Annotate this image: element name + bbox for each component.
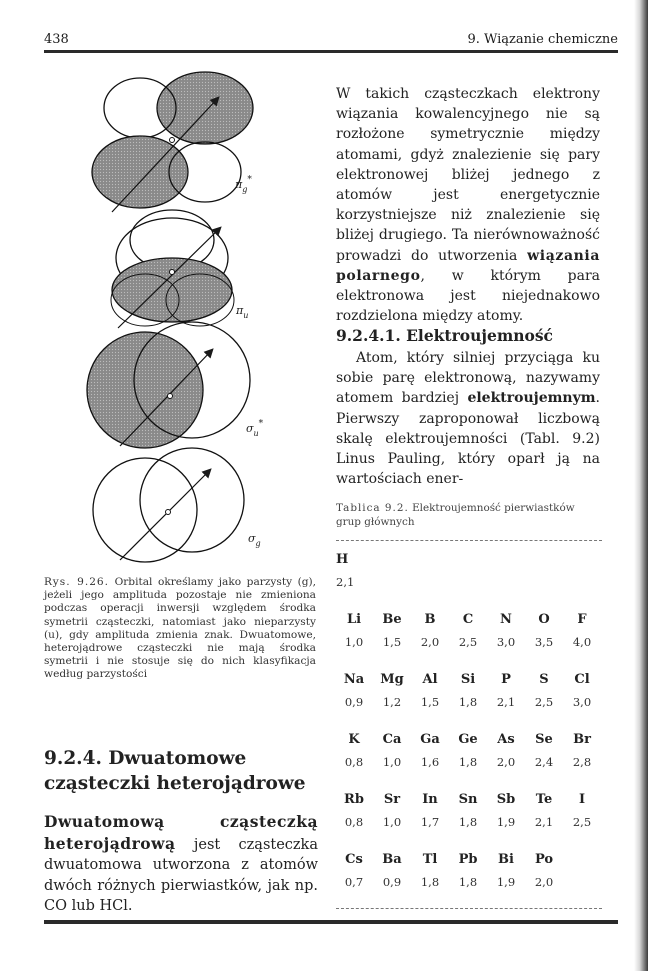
element-symbol: Se [535, 732, 553, 747]
right-paragraph-2 [336, 348, 600, 489]
label-pi-u: $\pi_u$ [236, 304, 249, 320]
electronegativity-value: 3,0 [496, 635, 516, 649]
electronegativity-value: 3,5 [534, 635, 554, 649]
lobe-white [140, 448, 244, 552]
orbital-sigma-g [93, 448, 261, 562]
electronegativity-value: 2,8 [572, 755, 592, 769]
lobe-shaded [92, 136, 188, 208]
element-symbol: Be [382, 612, 402, 627]
element-symbol: O [538, 612, 550, 627]
electronegativity-value: 1,5 [420, 695, 440, 709]
label-pi-g-star: $\pi_g^*$ [235, 175, 252, 194]
electronegativity-value: 1,8 [458, 695, 478, 709]
element-symbol: Al [422, 672, 438, 687]
lobe-shaded [157, 72, 253, 144]
table-caption-label: Tablica 9.2. [336, 502, 409, 514]
electronegativity-value: 2,0 [496, 755, 516, 769]
electronegativity-value: 2,1 [336, 575, 355, 589]
definition-term: Dwuatomową cząsteczką heterojądrową [44, 812, 318, 853]
element-symbol: Ga [420, 732, 440, 747]
electronegativity-value: 1,0 [382, 755, 402, 769]
paragraph-text: , w którym para elektronowa jest niejednakowo rozdzielona między atomy. [336, 267, 600, 325]
electronegativity-value: 4,0 [572, 635, 592, 649]
element-symbol: B [424, 612, 436, 627]
electronegativity-value: 2,5 [458, 635, 478, 649]
definition-text: jest cząsteczka dwuatomowa utworzona z atomów dwóch różnych pierwiastków, jak np. CO lub HCl. [44, 836, 318, 914]
center-point [168, 394, 173, 399]
electronegativity-value: 1,6 [420, 755, 440, 769]
electronegativity-value: 1,8 [458, 815, 478, 829]
table-row [336, 788, 606, 848]
table-caption-text: Elektroujemność pierwiastków grup głównych [336, 502, 575, 528]
electronegativity-value: 0,8 [344, 815, 364, 829]
electronegativity-value: 1,8 [420, 875, 440, 889]
electronegativity-table [336, 548, 606, 908]
orbital-pi-u [111, 210, 248, 328]
paragraph-text: . Pierwszy zaproponował liczbową skalę elektroujemności (Tabl. 9.2) Linus Pauling, który oparł ją na wartościach ener- [336, 390, 600, 488]
element-symbol: Li [346, 612, 362, 627]
table-row [336, 608, 606, 668]
label-sigma-g: $\sigma_g$ [248, 532, 261, 548]
electronegativity-value: 1,9 [496, 875, 516, 889]
page-number: 438 [44, 32, 69, 47]
table-row [336, 848, 606, 908]
element-symbol: Po [534, 852, 554, 867]
subsection-heading: 9.2.4.1. Elektroujemność [336, 326, 553, 345]
element-symbol: Na [343, 672, 365, 687]
table-row [336, 668, 606, 728]
element-symbol: Sr [383, 792, 401, 807]
caption-text: Orbital określamy jako parzysty (g), jeżeli jego amplituda pozostaje nie zmieniona podczas operacji inwersji względem środka symetrii cząsteczki, natomiast jako nieparzysty (u), gdy amplituda zmienia znak. Dwuatomowe, heterojądrowe cząsteczki nie mają środka symetrii i nie stosuje się do nich klasyfikacja według parzystości [44, 576, 316, 681]
lobe-shaded [87, 332, 203, 448]
orbital-pi-g-star [92, 72, 253, 212]
page-edge-shadow [634, 0, 648, 971]
electronegativity-value: 1,8 [458, 875, 478, 889]
electronegativity-value: 0,8 [344, 755, 364, 769]
element-symbol: Ca [382, 732, 402, 747]
element-symbol: In [422, 792, 438, 807]
element-symbol: S [539, 672, 549, 687]
electronegativity-value: 0,9 [382, 875, 402, 889]
table-bottom-rule [336, 908, 602, 909]
element-symbol: Pb [458, 852, 478, 867]
section-heading: 9.2.4. Dwuatomowe cząsteczki heterojądrowe [44, 748, 306, 794]
table-caption [336, 502, 602, 529]
electronegativity-value: 1,8 [458, 755, 478, 769]
center-point [166, 510, 171, 515]
electronegativity-value: 2,0 [534, 875, 554, 889]
element-symbol: Mg [380, 672, 404, 687]
table-top-rule [336, 540, 602, 541]
lobe-white [93, 458, 197, 562]
electronegativity-value: 2,1 [534, 815, 554, 829]
element-symbol: K [348, 732, 360, 747]
caption-label: Rys. 9.26. [44, 576, 110, 588]
element-symbol: H [336, 552, 349, 567]
element-symbol: Cl [574, 672, 590, 687]
element-symbol: Ba [382, 852, 402, 867]
electronegativity-value: 1,2 [382, 695, 402, 709]
element-symbol: Tl [422, 852, 438, 867]
electronegativity-value: 0,7 [344, 875, 364, 889]
center-point [170, 270, 175, 275]
element-symbol: Bi [498, 852, 514, 867]
electronegative-term: elektroujemnym [467, 390, 596, 407]
element-symbol: Sn [458, 792, 478, 807]
element-symbol: P [501, 672, 511, 687]
element-symbol: As [497, 732, 515, 747]
electronegativity-value: 2,1 [496, 695, 516, 709]
element-symbol: Si [460, 672, 476, 687]
footer-rule [44, 920, 618, 924]
electronegativity-value: 1,7 [420, 815, 440, 829]
orbital-sigma-u-star [87, 322, 264, 448]
right-paragraph-1 [336, 84, 600, 326]
electronegativity-value: 1,0 [382, 815, 402, 829]
electronegativity-value: 2,4 [534, 755, 554, 769]
header-rule [44, 50, 618, 53]
element-symbol: Cs [345, 852, 363, 867]
element-symbol: Rb [344, 792, 364, 807]
element-symbol: Ge [458, 732, 478, 747]
electronegativity-value: 3,0 [572, 695, 592, 709]
element-symbol: Br [573, 732, 591, 747]
figure-caption [44, 576, 316, 682]
element-symbol: F [577, 612, 587, 627]
electronegativity-value: 2,5 [534, 695, 554, 709]
left-paragraph [44, 812, 318, 917]
electronegativity-value: 0,9 [344, 695, 364, 709]
element-symbol: C [462, 612, 474, 627]
electronegativity-value: 2,0 [420, 635, 440, 649]
element-symbol: Sb [496, 792, 516, 807]
orbital-figure [60, 60, 300, 570]
electronegativity-value: 1,0 [344, 635, 364, 649]
paragraph-text: Atom, który silniej przyciąga ku sobie parę elektronową, nazywamy atomem bardziej [336, 350, 600, 407]
table-row [336, 548, 606, 608]
running-header: 9. Wiązanie chemiczne [467, 32, 618, 47]
label-sigma-u-star: $\sigma_u^*$ [246, 419, 264, 438]
element-symbol: I [578, 792, 586, 807]
center-point [170, 138, 175, 143]
element-symbol: Te [535, 792, 553, 807]
paragraph-text: W takich cząsteczkach elektrony wiązania kowalencyjnego nie są rozłożone symetrycznie między atomami, gdyż znalezienie się pary elektronowej bliżej jednego z atomów jest energetycznie korzystniejsze niż znalezienie się bliżej drugiego. Ta nierównoważność prowadzi do utworzenia [336, 86, 600, 264]
electronegativity-value: 1,5 [382, 635, 402, 649]
electronegativity-value: 2,5 [572, 815, 592, 829]
polar-bond-term: wiązania polarnego [336, 247, 600, 284]
lobe-shaded [112, 258, 232, 322]
element-symbol: N [500, 612, 512, 627]
electronegativity-value: 1,9 [496, 815, 516, 829]
table-row [336, 728, 606, 788]
